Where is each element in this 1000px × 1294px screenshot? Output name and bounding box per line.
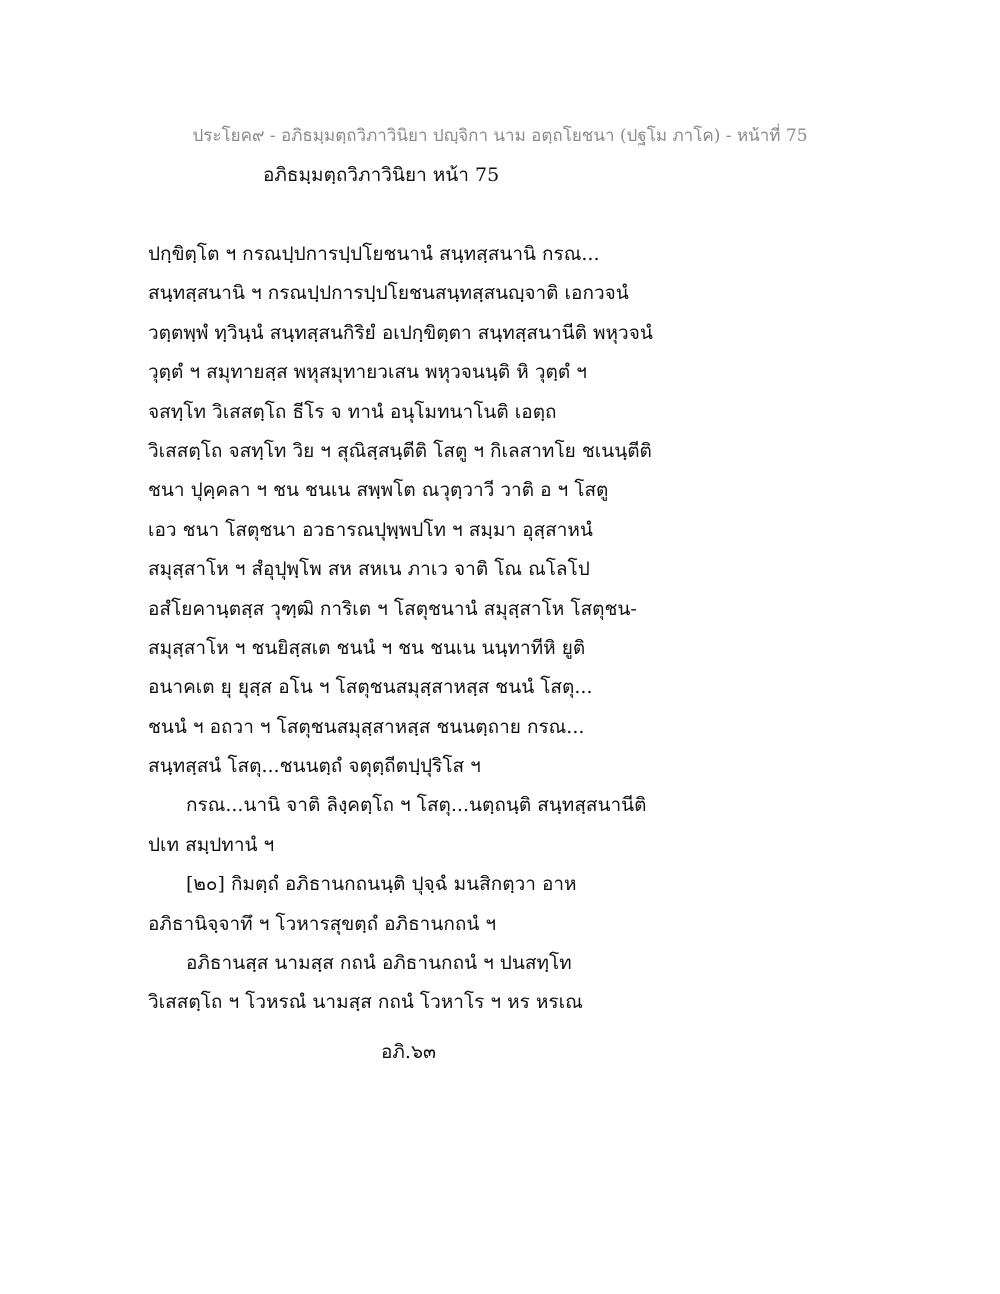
text-line: เอว ชนา โสตุชนา อวธารณปุพฺพปโท ฯ สมฺมา อุสฺสาหนํ (148, 518, 593, 541)
text-line: อนาคเต ยุ ยุสฺส อโน ฯ โสตุชนสมุสฺสาหสฺส ชนนํ โสตุ... (148, 676, 593, 699)
text-line: อภิธานิจฺจาทึ ฯ โวหารสุขตฺถํ อภิธานกถนํ ฯ (148, 912, 497, 935)
paragraph-start-line: กรณ...นานิ จาติ ลิงฺคตฺโถ ฯ โสตุ...นตฺถนฺติ สนฺทสฺสนานีติ (186, 794, 647, 817)
text-line: ปกฺขิตฺโต ฯ กรณปฺปการปฺปโยชนานํ สนฺทสฺสนานิ กรณ... (148, 243, 600, 265)
text-line: วิเสสตฺโถ ฯ โวหรณํ นามสฺส กถนํ โวหาโร ฯ หร หรเณ (148, 991, 583, 1014)
paragraph-start-line: [๒๐] กิมตฺถํ อภิธานกถนนฺติ ปุจฺฉํ มนสิกตฺวา อาห (186, 873, 577, 896)
paragraph-start-line: อภิธานสฺส นามสฺส กถนํ อภิธานกถนํ ฯ ปนสทฺโท (186, 952, 572, 975)
body-text (148, 235, 848, 1023)
text-line: วตฺตพฺพํ ทฺวินฺนํ สนฺทสฺสนกิริยํ อเปกฺขิตฺตา สนฺทสฺสนานีติ พหุวจนํ (148, 321, 653, 344)
text-line: สนฺทสฺสนํ โสตุ...ชนนตฺถํ จตุตฺถีตปฺปุริโส ฯ (148, 755, 481, 778)
text-line: จสทฺโท วิเสสตฺโถ ธีโร จ ทานํ อนุโมทนาโนติ เอตฺถ (148, 400, 557, 423)
text-line: ชนา ปุคฺคลา ฯ ชน ชนเน สพฺพโต ณวุตฺวาวี วาติ อ ฯ โสตู (148, 479, 609, 502)
page-reference: อภิ.๖๓ (381, 1041, 437, 1063)
text-line: ชนนํ ฯ อถวา ฯ โสตุชนสมุสฺสาหสฺส ชนนตฺถาย กรณ... (148, 715, 585, 738)
text-line: สนฺทสฺสนานิ ฯ กรณปฺปการปฺปโยชนสนฺทสฺสนญฺจาติ เอกวจนํ (148, 282, 629, 305)
text-line: วิเสสตฺโถ จสทฺโท วิย ฯ สุณิสฺสนฺตีติ โสตู ฯ กิเลสาทโย ชเนนฺตีติ (148, 439, 652, 462)
text-line: สมุสฺสาโห ฯ สํอุปุพฺโพ สห สหเน ภาเว จาติ โณ ณโลโป (148, 558, 590, 581)
text-line: อสํโยคานฺตสฺส วุฑฺฒิ การิเต ฯ โสตุชนานํ สมุสฺสาโห โสตุชน- (148, 597, 637, 620)
text-line: วุตฺตํ ฯ สมุทายสฺส พหุสมุทายวเสน พหุวจนนฺติ หิ วุตฺตํ ฯ (148, 361, 587, 384)
text-line: สมุสฺสาโห ฯ ชนยิสฺสเต ชนนํ ฯ ชน ชนเน นนฺทาทีหิ ยูติ (148, 636, 586, 659)
page-heading: อภิธมฺมตฺถวิภาวินิยา หน้า 75 (263, 164, 500, 186)
running-header: ประโยค๙ - อภิธมฺมตฺถวิภาวินิยา ปญฺจิกา นาม อตฺถโยชนา (ปฐโม ภาโค) - หน้าที่ 75 (192, 126, 808, 146)
text-line: ปเท สมฺปทานํ ฯ (148, 833, 275, 856)
